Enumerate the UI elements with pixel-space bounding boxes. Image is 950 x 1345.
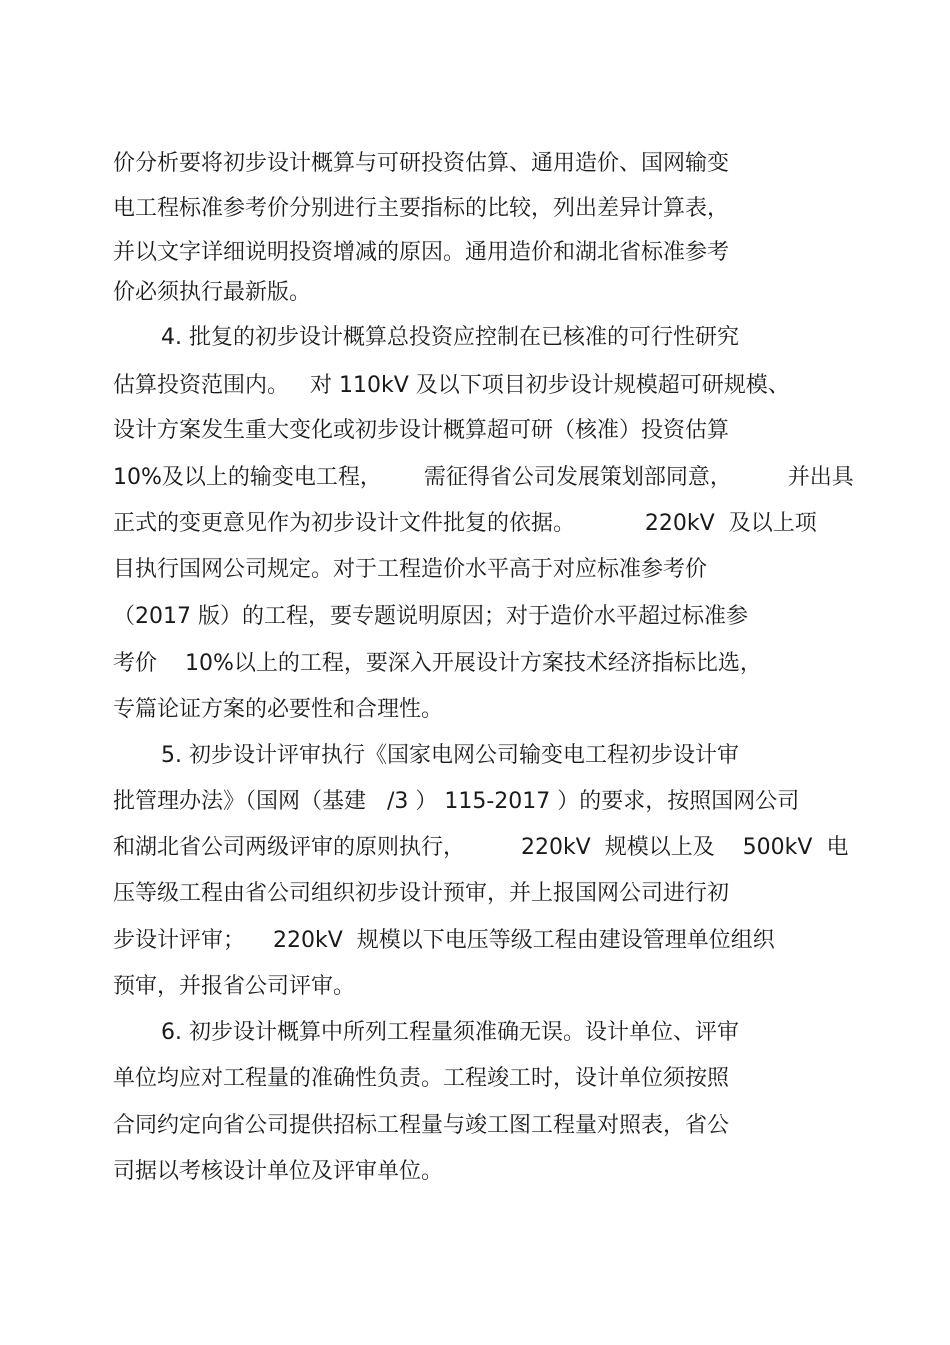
text-line: 和湖北省公司两级评审的原则执行， 220kV 规模以上及 500kV 电 — [113, 835, 849, 860]
text-line: 价必须执行最新版。 — [113, 280, 312, 305]
text-line: （2017 版）的工程，要专题说明原因；对于造价水平超过标准参 — [113, 604, 748, 629]
text-line: 考价 10%以上的工程，要深入开展设计方案技术经济指标比选， — [113, 651, 762, 676]
text-line: 正式的变更意见作为初步设计文件批复的依据。 220kV 及以上项 — [113, 511, 817, 536]
text-line: 设计方案发生重大变化或初步设计概算超可研（核准）投资估算 — [113, 418, 730, 443]
text-line: 压等级工程由省公司组织初步设计预审，并上报国网公司进行初 — [113, 881, 730, 906]
text-line: 合同约定向省公司提供招标工程量与竣工图工程量对照表，省公 — [113, 1113, 730, 1138]
text-line: 专篇论证方案的必要性和合理性。 — [113, 697, 444, 722]
text-line: 批管理办法》（国网（基建 /3 ） 115-2017 ）的要求，按照国网公司 — [113, 789, 800, 814]
text-line: 价分析要将初步设计概算与可研投资估算、通用造价、国网输变 — [113, 151, 730, 176]
text-line: 司据以考核设计单位及评审单位。 — [113, 1159, 444, 1184]
text-line: 步设计评审； 220kV 规模以下电压等级工程由建设管理单位组织 — [113, 928, 775, 953]
paragraph-5-first-line: 5. 初步设计评审执行《国家电网公司输变电工程初步设计审 — [161, 743, 739, 768]
text-line: 目执行国网公司规定。对于工程造价水平高于对应标准参考价 — [113, 557, 708, 582]
paragraph-4-first-line: 4. 批复的初步设计概算总投资应控制在已核准的可行性研究 — [161, 325, 739, 350]
paragraph-6-first-line: 6. 初步设计概算中所列工程量须准确无误。设计单位、评审 — [161, 1020, 739, 1045]
text-line: 预审，并报省公司评审。 — [113, 974, 356, 999]
text-line: 电工程标准参考价分别进行主要指标的比较，列出差异计算表， — [113, 196, 730, 221]
text-line: 单位均应对工程量的准确性负责。工程竣工时，设计单位须按照 — [113, 1066, 730, 1091]
text-line: 估算投资范围内。 对 110kV 及以下项目初步设计规模超可研规模、 — [113, 373, 790, 398]
text-line: 10%及以上的输变电工程， 需征得省公司发展策划部同意， 并出具 — [113, 465, 854, 490]
text-line: 并以文字详细说明投资增减的原因。通用造价和湖北省标准参考 — [113, 240, 730, 265]
